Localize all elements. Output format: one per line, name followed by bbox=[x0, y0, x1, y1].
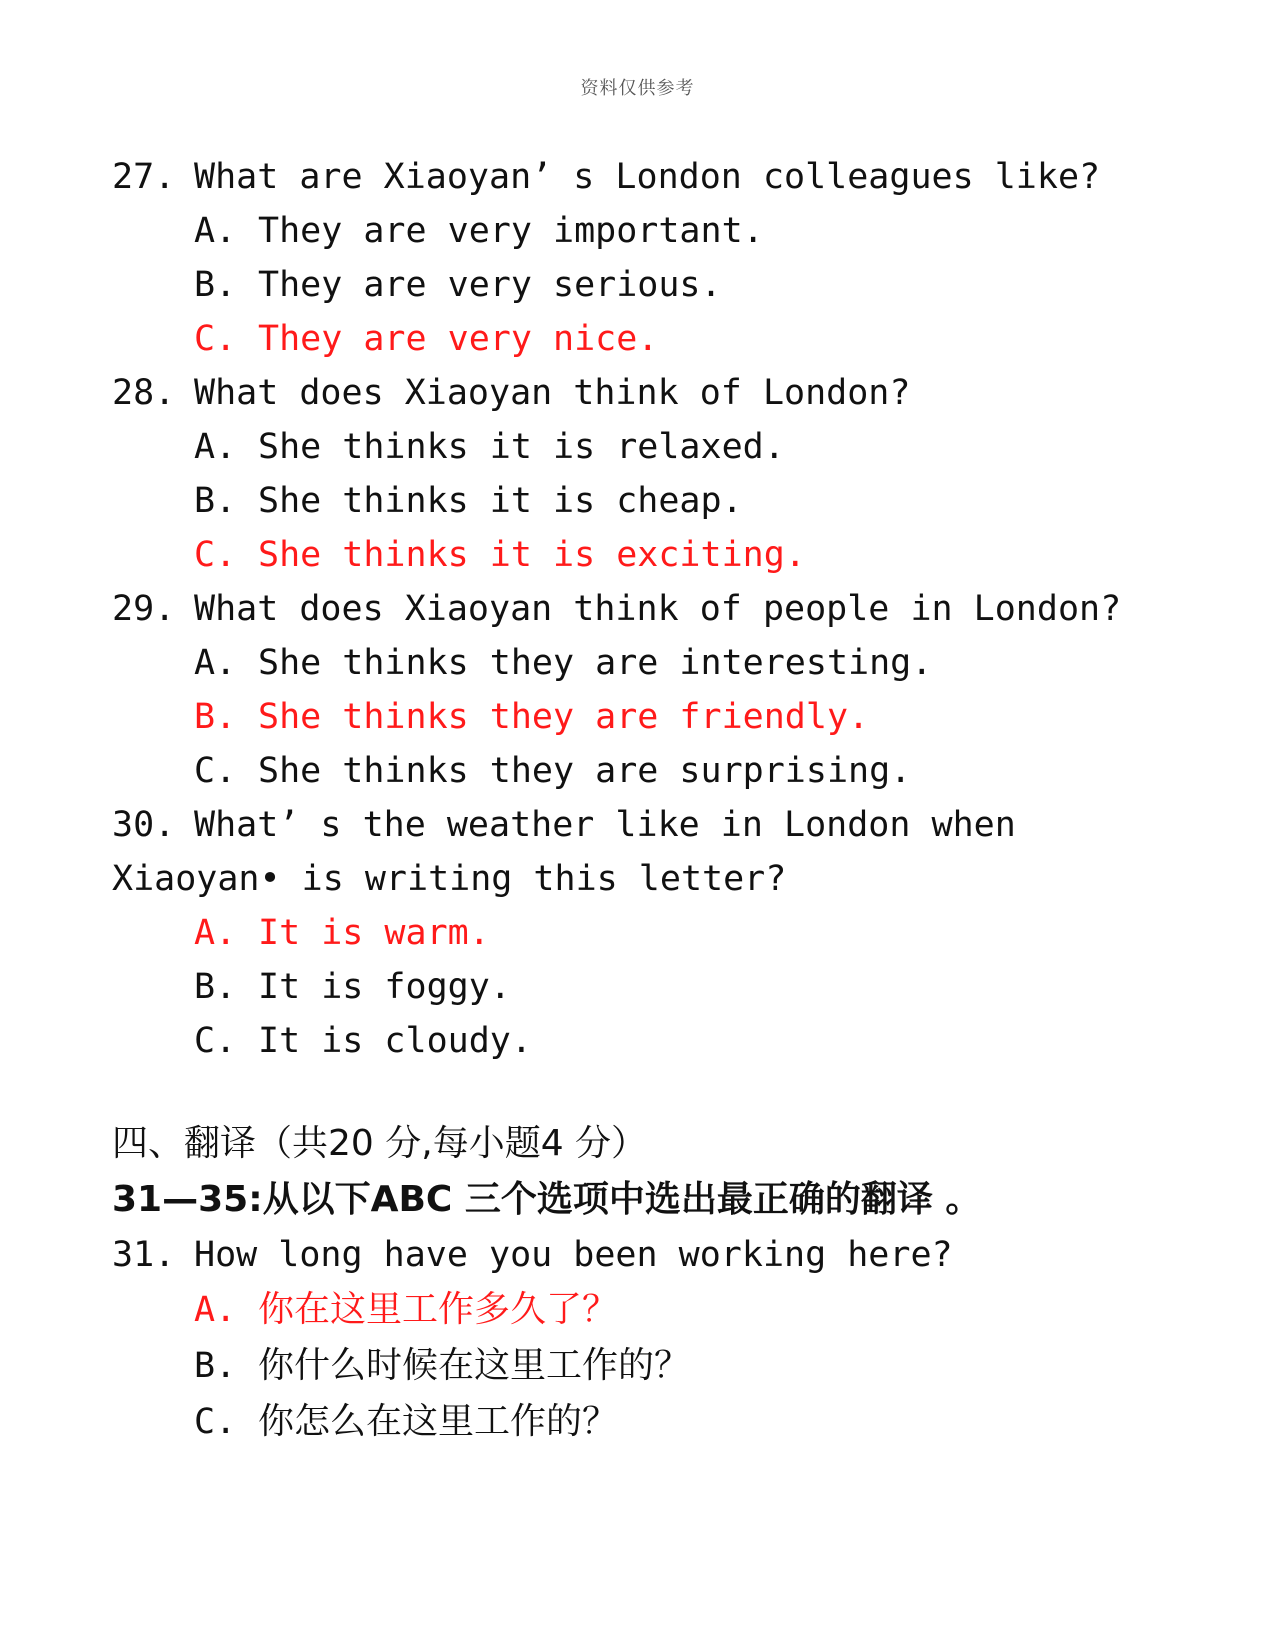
question-text: What does Xiaoyan think of London? bbox=[194, 373, 911, 413]
option-letter: B. bbox=[194, 265, 237, 305]
header-watermark: 资料仅供参考 bbox=[580, 78, 695, 99]
question-number: 28. bbox=[112, 373, 176, 413]
question-number: 31. bbox=[112, 1235, 176, 1275]
option-letter: C. bbox=[194, 751, 237, 791]
option-27-b bbox=[112, 258, 1232, 312]
option-letter: C. bbox=[194, 1021, 237, 1061]
option-letter: B. bbox=[194, 697, 237, 737]
question-text: What’ s the weather like in London when bbox=[194, 805, 1016, 845]
question-number: 30. bbox=[112, 805, 176, 845]
option-29-a bbox=[112, 636, 1232, 690]
option-letter: A. bbox=[194, 211, 237, 251]
section-instruction: 31—35:从以下ABC 三个选项中选出最正确的翻译 。 bbox=[112, 1179, 982, 1220]
question-29 bbox=[112, 582, 1232, 636]
option-text: It is warm. bbox=[258, 913, 490, 953]
option-29-b-correct bbox=[112, 690, 1232, 744]
option-letter: B. bbox=[194, 1346, 237, 1386]
section-spacer bbox=[112, 1068, 1232, 1116]
option-letter: A. bbox=[194, 643, 237, 683]
option-text: They are very serious. bbox=[258, 265, 722, 305]
option-text: She thinks it is exciting. bbox=[258, 535, 806, 575]
option-27-a bbox=[112, 204, 1232, 258]
option-letter: B. bbox=[194, 967, 237, 1007]
option-letter: A. bbox=[194, 427, 237, 467]
question-30-continued: Xiaoyan• is writing this letter? bbox=[112, 859, 787, 899]
option-text: She thinks they are friendly. bbox=[258, 697, 870, 737]
option-text: 你什么时候在这里工作的？ bbox=[258, 1345, 691, 1386]
option-28-b bbox=[112, 474, 1232, 528]
option-letter: C. bbox=[194, 535, 237, 575]
option-30-b bbox=[112, 960, 1232, 1014]
option-letter: B. bbox=[194, 481, 237, 521]
option-text: It is foggy. bbox=[258, 967, 511, 1007]
option-30-a-correct bbox=[112, 906, 1232, 960]
option-30-c bbox=[112, 1014, 1232, 1068]
option-text: She thinks it is cheap. bbox=[258, 481, 743, 521]
option-31-b bbox=[112, 1338, 1232, 1394]
option-28-c-correct bbox=[112, 528, 1232, 582]
question-number: 29. bbox=[112, 589, 176, 629]
question-text: How long have you been working here? bbox=[194, 1235, 953, 1275]
option-text: She thinks they are surprising. bbox=[258, 751, 912, 791]
question-30 bbox=[112, 798, 1232, 852]
option-text: 你在这里工作多久了？ bbox=[258, 1289, 619, 1330]
question-number: 27. bbox=[112, 157, 176, 197]
question-31 bbox=[112, 1228, 1232, 1282]
option-text: They are very nice. bbox=[258, 319, 659, 359]
option-text: She thinks it is relaxed. bbox=[258, 427, 785, 467]
option-letter: A. bbox=[194, 913, 237, 953]
option-letter: A. bbox=[194, 1290, 237, 1330]
section-heading: 四、翻译（共20 分,每小题4 分） bbox=[112, 1123, 648, 1164]
question-28 bbox=[112, 366, 1232, 420]
option-27-c-correct bbox=[112, 312, 1232, 366]
option-text: They are very important. bbox=[258, 211, 764, 251]
question-27 bbox=[112, 150, 1232, 204]
option-letter: C. bbox=[194, 1402, 237, 1442]
option-31-c bbox=[112, 1394, 1232, 1450]
question-text: What are Xiaoyan’ s London colleagues like? bbox=[194, 157, 1101, 197]
exam-content bbox=[112, 150, 1232, 1450]
option-28-a bbox=[112, 420, 1232, 474]
question-text: What does Xiaoyan think of people in London? bbox=[194, 589, 1122, 629]
option-29-c bbox=[112, 744, 1232, 798]
option-letter: C. bbox=[194, 319, 237, 359]
option-text: 你怎么在这里工作的？ bbox=[258, 1401, 619, 1442]
option-31-a-correct bbox=[112, 1282, 1232, 1338]
option-text: It is cloudy. bbox=[258, 1021, 532, 1061]
option-text: She thinks they are interesting. bbox=[258, 643, 933, 683]
